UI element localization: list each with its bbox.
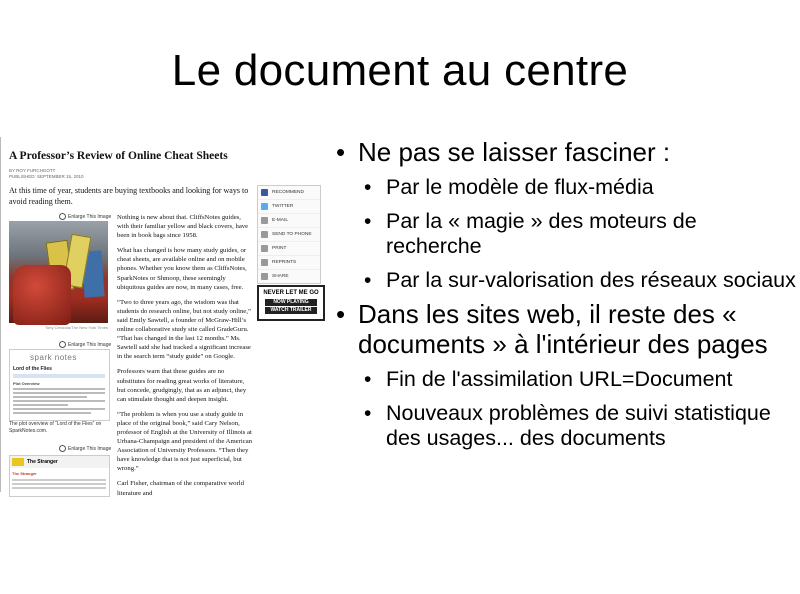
share-label: RECOMMEND	[272, 190, 304, 195]
email-icon	[261, 217, 268, 224]
article-paragraph: Professors warn that these guides are no substitutes for reading great works of literature, but concede, grudgingly, that as an adjunct, they can stimulate thought and deepen insight.	[117, 368, 247, 403]
article-paragraph: Nothing is new about that. CliffsNotes guides, with their familiar yellow and black covers, have been in book bags since 1958.	[117, 214, 249, 240]
enlarge-label: Enlarge This Image	[68, 341, 112, 348]
bullet-sub: • Par la sur-valorisation des réseaux sociaux	[336, 268, 796, 293]
bullet-main: • Dans les sites web, il reste des « documents » à l'intérieur des pages	[336, 299, 796, 359]
bullet-sub: • Par le modèle de flux-média	[336, 175, 796, 200]
article-paragraph: “Two to three years ago, the wisdom was that students do research online, but not study online,” said Emily Sawtell, a founder of McGraw-Hill’s online collaborative study site called GradeGuru. “That has changed in the last 12 months.” Ms. Sawtell said she had tracked a significant increase in the search term “study guide” on Google.	[117, 298, 251, 361]
share-label: REPRINTS	[272, 260, 297, 265]
bullet-main: • Ne pas se laisser fasciner :	[336, 137, 796, 167]
promo-title: NEVER LET ME GO	[263, 290, 319, 296]
share-twitter[interactable]	[258, 200, 320, 214]
share-label: PRINT	[272, 246, 287, 251]
share-label: TWITTER	[272, 204, 294, 209]
article-screenshot	[0, 137, 329, 497]
bullet-sub: • Nouveaux problèmes de suivi statistique des usages... des documents	[336, 401, 796, 451]
sparknotes-caption: The plot overview of “Lord of the Flies” on SparkNotes.com.	[9, 421, 102, 434]
share-label: SEND TO PHONE	[272, 232, 312, 237]
share-share[interactable]	[258, 270, 320, 283]
enlarge-label: Enlarge This Image	[68, 213, 112, 220]
slide-title: Le document au centre	[171, 46, 629, 95]
article-paragraph: Carl Fisher, chairman of the comparative world literature and	[117, 480, 244, 497]
enlarge-image-link[interactable]	[59, 213, 111, 220]
share-print[interactable]	[258, 242, 320, 256]
stranger-heading: The Stranger	[12, 471, 37, 476]
reprints-icon	[261, 259, 268, 266]
movie-promo-ad[interactable]	[257, 285, 325, 321]
magnifier-icon	[59, 213, 66, 220]
byline-date: PUBLISHED: SEPTEMBER 15, 2010	[9, 174, 84, 179]
byline-author: BY ROY FURCHGOTT	[9, 168, 56, 173]
article-paragraph: What has changed is how many study guides, or cheat sheets, are available online and on mobile phones. Whether you know them as CliffsNotes, SparkNotes or Shmoop, these seemingly ubiquitous guides are now, in many cases, free.	[117, 247, 247, 291]
article-headline: A Professor’s Review of Online Cheat Sheets	[9, 150, 228, 162]
enlarge-image-link-2[interactable]	[59, 341, 111, 348]
article-paragraph: “The problem is when you use a study guide in place of the original book,” said Cary Nelson, professor of English at the University of Illinois at Urbana-Champaign and president of the American Association of University Professors. “Then they have knowledge that is not just superficial, but wrong.”	[117, 410, 253, 473]
share-email[interactable]	[258, 214, 320, 228]
bullet-sub: • Par la « magie » des moteurs de recherche	[336, 209, 796, 259]
sparknotes-book-title: Lord of the Flies	[13, 366, 52, 372]
magnifier-icon	[59, 341, 66, 348]
twitter-icon	[261, 203, 268, 210]
stranger-thumbnail	[9, 455, 110, 497]
enlarge-label: Enlarge This Image	[68, 445, 112, 452]
print-icon	[261, 245, 268, 252]
share-tools	[257, 185, 321, 284]
share-phone[interactable]	[258, 228, 320, 242]
stranger-title: The Stranger	[27, 459, 58, 465]
bullet-list	[336, 137, 796, 460]
facebook-icon	[261, 189, 268, 196]
share-icon	[261, 273, 268, 280]
bullet-sub: • Fin de l'assimilation URL=Document	[336, 367, 796, 392]
promo-watch-trailer: WATCH TRAILER	[265, 307, 317, 314]
share-reprints[interactable]	[258, 256, 320, 270]
article-photo	[9, 221, 108, 323]
phone-icon	[261, 231, 268, 238]
share-recommend[interactable]	[258, 186, 320, 200]
photo-caption: Tony Cenicola/The New York Times	[45, 325, 108, 330]
article-lead: At this time of year, students are buying textbooks and looking for ways to avoid reading them.	[9, 186, 249, 206]
enlarge-image-link-3[interactable]	[59, 445, 111, 452]
sparknotes-logo: spark notes	[30, 353, 77, 362]
article-body	[117, 213, 253, 504]
magnifier-icon	[59, 445, 66, 452]
sparknotes-section: Plot Overview	[13, 381, 40, 386]
share-label: SHARE	[272, 274, 289, 279]
sparknotes-thumbnail	[9, 349, 110, 421]
article-byline	[9, 168, 84, 180]
promo-now-playing: NOW PLAYING	[265, 299, 317, 306]
share-label: E-MAIL	[272, 218, 288, 223]
